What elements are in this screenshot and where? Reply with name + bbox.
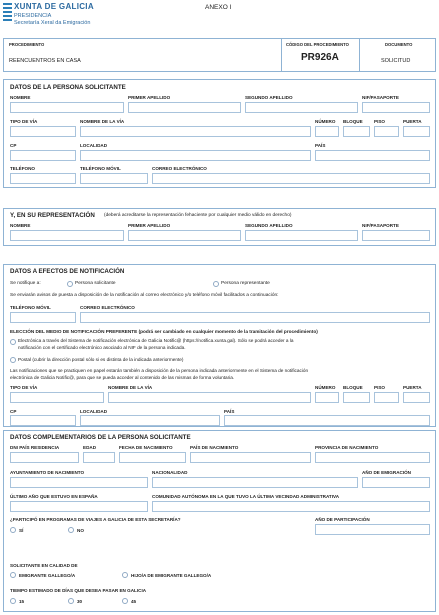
calidad-hijo-radio[interactable] — [122, 572, 128, 578]
pais-nacimiento-label: PAÍS DE NACIMIENTO — [190, 445, 239, 450]
notif-piso-label: PISO — [374, 385, 385, 390]
tiempo-15-label: 15 — [19, 599, 25, 604]
notify-to-label: Se notifique a: — [10, 281, 41, 286]
edad-input[interactable] — [83, 452, 115, 463]
ultimo-ano-label: ÚLTIMO AÑO QUE ESTUVO EN ESPAÑA — [10, 494, 98, 499]
notify-solicitante-label: Persona solicitante — [75, 281, 116, 286]
applicant-telefono-movil-input[interactable] — [80, 173, 148, 184]
notif-postal-label: Postal (cubrir la dirección postal sólo si es distinta de la indicada anteriormente) — [18, 357, 184, 362]
procedure-code-label: CÓDIGO DEL PROCEDIMIENTO — [286, 42, 349, 47]
applicant-primer-apellido-label: PRIMER APELLIDO — [128, 95, 171, 100]
notif-localidad-label: LOCALIDAD — [80, 409, 108, 414]
applicant-correo-label: CORREO ELECTRÓNICO — [152, 166, 207, 171]
participo-no-radio[interactable] — [68, 527, 74, 533]
calidad-emigrante-radio[interactable] — [10, 572, 16, 578]
comunidad-label: COMUNIDAD AUTÓNOMA EN LA QUE TUVO LA ÚLTIMA VECINDAD ADMINISTRATIVA — [152, 494, 340, 499]
brand-name: XUNTA DE GALICIA — [14, 2, 94, 11]
provincia-nacimiento-label: PROVINCIA DE NACIMIENTO — [315, 445, 379, 450]
applicant-cp-label: CP — [10, 143, 17, 148]
rep-nombre-input[interactable] — [10, 230, 124, 241]
dni-residencia-label: DNI PAÍS RESIDENCIA — [10, 445, 60, 450]
notif-correo-input[interactable] — [80, 312, 430, 323]
applicant-piso-label: PISO — [374, 119, 385, 124]
procedure-label: PROCEDIMIENTO — [9, 42, 45, 47]
calidad-question: SOLICITANTE EN CALIDAD DE — [10, 563, 78, 568]
ano-participacion-label: AÑO DE PARTICIPACIÓN — [315, 517, 370, 522]
dni-residencia-input[interactable] — [10, 452, 79, 463]
applicant-puerta-label: PUERTA — [403, 119, 422, 124]
notif-cp-input[interactable] — [10, 415, 76, 426]
applicant-tipo-via-label: TIPO DE VÍA — [10, 119, 38, 124]
notification-choice-title: ELECCIÓN DEL MEDIO DE NOTIFICACIÓN PREFERENTE (podrá ser cambiado en cualquier momento de la tramitación del procedimiento) — [10, 329, 318, 334]
ano-emigracion-label: AÑO DE EMIGRACIÓN — [362, 470, 412, 475]
applicant-telefono-label: TELÉFONO — [10, 166, 36, 171]
fecha-nacimiento-label: FECHA DE NACIMIENTO — [119, 445, 173, 450]
nacionalidad-input[interactable] — [152, 477, 358, 488]
comunidad-input[interactable] — [152, 501, 430, 512]
notif-puerta-label: PUERTA — [403, 385, 422, 390]
applicant-piso-input[interactable] — [374, 126, 399, 137]
provincia-nacimiento-input[interactable] — [315, 452, 430, 463]
procedure-value: REENCUENTROS EN CASA — [9, 58, 81, 64]
applicant-section-title: DATOS DE LA PERSONA SOLICITANTE — [10, 84, 126, 91]
subdepartment-name: Secretaría Xeral da Emigración — [14, 20, 91, 26]
notification-section-title: DATOS A EFECTOS DE NOTIFICACIÓN — [10, 268, 125, 275]
postal-note-line1: Las notificaciones que se practiquen en papel estarán también a disposición de la persona indicada anteriormente en el Sistema de notificación — [10, 368, 309, 373]
tiempo-15-radio[interactable] — [10, 598, 16, 604]
applicant-tipo-via-input[interactable] — [10, 126, 76, 137]
participo-question: ¿PARTICIPÓ EN PROGRAMAS DE VIAJES A GALICIA DE ESTA SECRETARÍA? — [10, 517, 181, 522]
rep-primer-apellido-label: PRIMER APELLIDO — [128, 223, 171, 228]
applicant-bloque-input[interactable] — [343, 126, 370, 137]
tiempo-30-radio[interactable] — [68, 598, 74, 604]
representative-section-title: Y, EN SU REPRESENTACIÓN — [10, 212, 95, 219]
notif-puerta-input[interactable] — [403, 392, 430, 403]
applicant-pais-label: PAÍS — [315, 143, 326, 148]
notif-telefono-movil-input[interactable] — [10, 312, 76, 323]
notif-pais-input[interactable] — [224, 415, 430, 426]
notif-pais-label: PAÍS — [224, 409, 235, 414]
applicant-nombre-label: NOMBRE — [10, 95, 31, 100]
notif-cp-label: CP — [10, 409, 17, 414]
tiempo-30-label: 30 — [77, 599, 83, 604]
representative-note: (deberá acreditarse la representación fehaciente por cualquier medio válido en derecho) — [104, 213, 292, 218]
applicant-numero-label: NÚMERO — [315, 119, 336, 124]
notif-electronica-label-line1: Electrónica a través del Sistema de notificación electrónica de Galicia Notific@ (https://notifica.xunta.gal). Sólo se podrá acceder a la — [18, 338, 294, 343]
applicant-primer-apellido-input[interactable] — [128, 102, 241, 113]
notice-text: Se enviarán avisos de puesta a disposición de la notificación al correo electrónico y/o teléfono móvil facilitados a continuación: — [10, 293, 279, 298]
applicant-nif-label: NIF/PASAPORTE — [362, 95, 399, 100]
notif-nombre-via-input[interactable] — [108, 392, 311, 403]
rep-segundo-apellido-input[interactable] — [245, 230, 358, 241]
rep-nif-input[interactable] — [362, 230, 430, 241]
applicant-correo-input[interactable] — [152, 173, 430, 184]
notif-numero-input[interactable] — [315, 392, 339, 403]
notif-postal-radio[interactable] — [10, 357, 16, 363]
notify-representante-radio[interactable] — [213, 281, 219, 287]
annex-title: ANEXO I — [205, 4, 232, 11]
participo-si-label: SÍ — [19, 528, 24, 533]
notif-piso-input[interactable] — [374, 392, 399, 403]
notif-nombre-via-label: NOMBRE DE LA VÍA — [108, 385, 153, 390]
rep-primer-apellido-input[interactable] — [128, 230, 241, 241]
ano-emigracion-input[interactable] — [362, 477, 430, 488]
applicant-segundo-apellido-input[interactable] — [245, 102, 358, 113]
document-label: DOCUMENTO — [385, 42, 413, 47]
xunta-logo-icon — [3, 3, 12, 21]
rep-nif-label: NIF/PASAPORTE — [362, 223, 399, 228]
applicant-pais-input[interactable] — [315, 150, 430, 161]
notif-electronica-radio[interactable] — [10, 339, 16, 345]
ano-participacion-input[interactable] — [315, 524, 430, 535]
notif-bloque-label: BLOQUE — [343, 385, 363, 390]
rep-segundo-apellido-label: SEGUNDO APELLIDO — [245, 223, 293, 228]
tiempo-45-radio[interactable] — [122, 598, 128, 604]
calidad-emigrante-label: EMIGRANTE GALLEGO/A — [19, 573, 76, 578]
rep-nombre-label: NOMBRE — [10, 223, 31, 228]
notify-representante-label: Persona representante — [221, 281, 270, 286]
notif-telefono-movil-label: TELÉFONO MÓVIL — [10, 305, 51, 310]
tiempo-45-label: 45 — [131, 599, 137, 604]
notify-solicitante-radio[interactable] — [67, 281, 73, 287]
notif-correo-label: CORREO ELECTRÓNICO — [80, 305, 135, 310]
applicant-nombre-input[interactable] — [10, 102, 124, 113]
applicant-puerta-input[interactable] — [403, 126, 430, 137]
pais-nacimiento-input[interactable] — [190, 452, 311, 463]
notif-electronica-label-line2: notificación con el certificado electrónico asociado al NIF de la persona indicada. — [18, 345, 186, 350]
document-value: SOLICITUD — [381, 58, 411, 64]
edad-label: EDAD — [83, 445, 97, 450]
applicant-numero-input[interactable] — [315, 126, 339, 137]
calidad-hijo-label: HIJO/A DE EMIGRANTE GALLEGO/A — [131, 573, 212, 578]
procedure-box — [3, 38, 436, 72]
notif-localidad-input[interactable] — [80, 415, 220, 426]
participo-si-radio[interactable] — [10, 527, 16, 533]
notif-tipo-via-input[interactable] — [10, 392, 104, 403]
notif-numero-label: NÚMERO — [315, 385, 336, 390]
applicant-telefono-movil-label: TELÉFONO MÓVIL — [80, 166, 121, 171]
applicant-telefono-input[interactable] — [10, 173, 76, 184]
procedure-code-value: PR926A — [301, 52, 339, 63]
applicant-nif-input[interactable] — [362, 102, 430, 113]
postal-note-line2: electrónica de Galicia Notific@, para que se pueda acceder al contenido de las mismas de forma voluntaria. — [10, 375, 235, 380]
applicant-localidad-label: LOCALIDAD — [80, 143, 108, 148]
department-name: PRESIDENCIA — [14, 13, 52, 19]
notif-bloque-input[interactable] — [343, 392, 370, 403]
ayuntamiento-nacimiento-input[interactable] — [10, 477, 148, 488]
notif-tipo-via-label: TIPO DE VÍA — [10, 385, 38, 390]
nacionalidad-label: NACIONALIDAD — [152, 470, 188, 475]
applicant-localidad-input[interactable] — [80, 150, 311, 161]
ayuntamiento-nacimiento-label: AYUNTAMIENTO DE NACIMIENTO — [10, 470, 85, 475]
applicant-nombre-via-label: NOMBRE DE LA VÍA — [80, 119, 125, 124]
ultimo-ano-input[interactable] — [10, 501, 148, 512]
applicant-nombre-via-input[interactable] — [80, 126, 311, 137]
fecha-nacimiento-input[interactable] — [119, 452, 186, 463]
applicant-cp-input[interactable] — [10, 150, 76, 161]
tiempo-question: TIEMPO ESTIMADO DE DÍAS QUE DESEA PASAR EN GALICIA — [10, 588, 147, 593]
applicant-segundo-apellido-label: SEGUNDO APELLIDO — [245, 95, 293, 100]
participo-no-label: NO — [77, 528, 84, 533]
applicant-bloque-label: BLOQUE — [343, 119, 363, 124]
complementary-section-title: DATOS COMPLEMENTARIOS DE LA PERSONA SOLICITANTE — [10, 434, 191, 441]
